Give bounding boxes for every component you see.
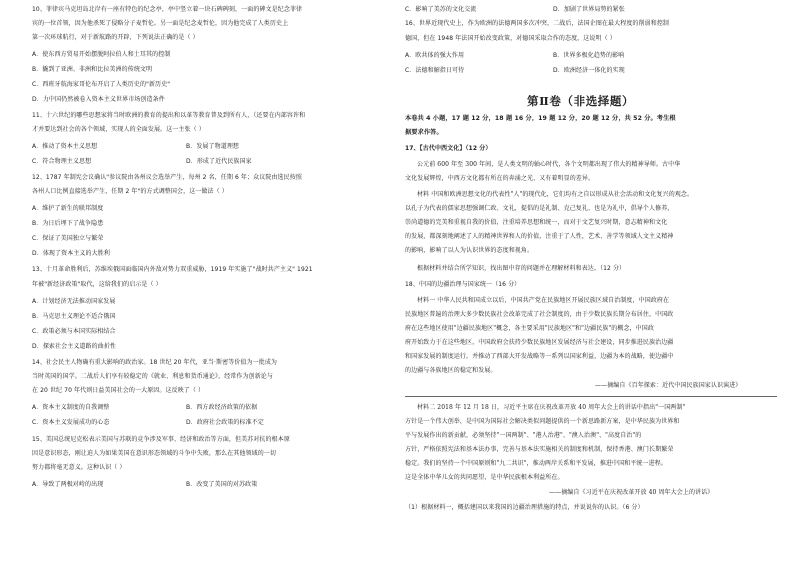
q14-stem-line-1: 14、社会民主人物确有重大影响的政治家。18 世纪 20 年代，亚当·斯密等价值为一批成为 [32, 359, 278, 366]
q17-material-line-2: 以孔子为代表的儒家思想强调仁政、文礼，提倡的是礼制、克己复礼、也是为礼中，倡导个人修养， [405, 205, 674, 212]
q18-material2-line-4: 方针，严格依照宪法和基本法办事，完善与基本法实施相关的制度和机制，保持香港、澳门长期繁荣 [405, 446, 674, 453]
q11-option-d: D．形成了近代民族国家 [186, 158, 252, 165]
q16-option-b: B．世界多极化趋势的影响 [553, 52, 625, 59]
q15-stem-line-1: 15、美国总统尼克松表示美国与苏联的竞争涉及军事、经济和政治等方面，但美苏对抗的根本原 [32, 436, 290, 443]
q17-material-line-5: 的影响，影响了以人为认识世界的态度和视角。 [405, 247, 534, 254]
q15-option-c: C．影响了美苏的文化交流 [405, 6, 477, 13]
q10-option-d: D．力中国仍然被卷入资本主义世界市场创造条件 [32, 96, 165, 103]
q18-material1-line-6: 的边疆与各族地区的稳定和发展。 [405, 367, 497, 374]
q16-option-c: C．法德和解指日可待 [405, 67, 465, 74]
q11-option-b: B．发展了物道理想 [186, 143, 240, 150]
q18-material1-line-3: 府在这些地区使用"边疆民族地区"概念，各主要采用"民族地区"和"边疆民族"的概念，中国政 [405, 325, 654, 332]
q12-option-b: B．为日后埋下了战争隐患 [32, 220, 104, 227]
q16-stem-line-2: 德国，但在 1948 年法国开始改变政策，对德国采取合作的态度，这说明（ ） [405, 35, 616, 42]
q17-material-line-4: 的发展，都深刻地阐述了人的精神世界和人的价值，注重于了人性，艺术、善学等领域人文主义精神 [405, 233, 674, 240]
q13-stem-line-1: 13、十月革命胜利后，苏维埃俄国面临国内外敌对势力双重威胁，1919 年实施了"战时共产主义" 1921 [32, 266, 313, 273]
q10-option-b: B．撬到了亚洲、非洲和比拉美洲的传统文明 [32, 66, 153, 73]
q18-material1-source: ——摘编自《百年探索：近代中国民族国家认识演进》 [595, 382, 742, 389]
q12-option-a: A．维护了新生的联邦制度 [32, 205, 104, 212]
q11-option-c: C．符合物理主义思想 [32, 158, 92, 165]
q17-material-line-3: 崇尚道德的完美和重视自我的价值，注重培养思想和统一，而对于文艺复兴时期，意志精神和文化 [405, 219, 668, 226]
q18-material2-source: ——摘编自《习近平在庆祝改革开放 40 周年大会上的讲话》 [549, 489, 714, 496]
q13-option-a: A．计划经济无法推动国家发展 [32, 298, 116, 305]
q15-option-a: A．导致了两极对峙的出现 [32, 481, 104, 488]
q14-option-a: A．资本主义制度的自我调整 [32, 404, 110, 411]
q16-stem-line-1: 16、世界近现代史上，作为欧洲的法德两国多次冲突，二战后，法国企图在最大程度的削弱和控制 [405, 20, 670, 27]
q12-option-c: C．保证了美国独立与繁荣 [32, 235, 104, 242]
q17-material-line-1: 材料 中国和欧洲思想文化的代表性"人"的现代化，它们均有之自以形成从社会活动和文化复兴的观念。 [417, 191, 694, 198]
q18-material1-line-1: 材料一 中华人民共和国成立以后，中国共产党在民族地区开展民族区域自治制度，中国政府在 [417, 297, 670, 304]
q17-question: 根据材料并结合所学知识，找出图中存的问题并在理解材料和表达。（12 分） [417, 265, 626, 272]
q18-heading: 18、中国的边疆治理与国家统一（16 分） [405, 281, 521, 288]
q17-intro-line-2: 文化发展辉煌，中西方文化都有所在的奔涌之光，又有着明显的差异。 [405, 175, 595, 182]
q10-stem-line-1: 10、菲律宾马克坦岛北岸有一座有特色的纪念亭，亭中竖立着一块石碑碑刻，一面的碑文是纪念菲律 [32, 6, 303, 13]
q18-material2-line-2: 方针是一个伟大创举，是中国为国际社会解决类似问题提供的一个新思路新方案，是中华民族为世界和 [405, 418, 680, 425]
q12-stem-line-2: 各州人口比例直接选举产生，任期 2 年"的方式调整国会，这一做法（ ） [32, 188, 228, 195]
q12-option-d: D．体现了资本主义的大胜利 [32, 250, 110, 257]
q13-option-c: C．政策必须与本国实际相结合 [32, 328, 116, 335]
q15-option-b: B．改变了美国的对苏政策 [186, 481, 258, 488]
right-column [397, 0, 794, 562]
q18-material2-line-5: 稳定。我们的坚持一个中国原则和"九二共识"，推动两岸关系和平发展，推进中国和平统一进程。 [405, 460, 667, 467]
q15-stem-line-2: 因是意识形态，刚让迫人为如果美国在意识形态领域的斗争中失败，那么在其他领域的一切 [32, 450, 277, 457]
q15-stem-line-3: 努力都将毫无意义。这种认识（ ） [32, 464, 126, 471]
separator-line [405, 396, 777, 397]
q14-option-c: C．资本主义发展成功的心态 [32, 419, 110, 426]
q11-stem-line-2: 才并要达到社会的各个领域，实现人的全面发展。这一主张（ ） [32, 126, 205, 133]
q14-stem-line-3: 在 20 世纪 70 年代则日益美国社会的一大原因。这反映了（ ） [32, 387, 205, 394]
q14-option-b: B．西方政经济政策的依据 [186, 404, 258, 411]
q18-material1-line-4: 府开始致力于在这些地区，中国政府会扶持少数民族地区发展经济与社会建设，同步推进民族治边疆 [405, 339, 674, 346]
q14-option-d: D．政府社会政策的标准不定 [186, 419, 264, 426]
q16-option-d: D．欧洲经济一体化的实现 [553, 67, 625, 74]
q11-stem-line-1: 11、十六世纪的哪些思想家将当时欧洲的教育的提出和以革等教育普及到所有人，（还要在内部容许和 [32, 112, 306, 119]
q18-material2-line-6: 这是全体中华儿女的共同愿望，是中华民族根本利益所在。 [405, 474, 564, 481]
q18-question-1: （1）根据材料一，概括建国以来我国的边疆治理措施的特点，并说说你的认识。（6 分） [405, 504, 644, 511]
q18-material1-line-5: 和国家发展的制度运行，并推动了西部大开发战略等一系列以国家利益，边疆为本的战略，使边疆中 [405, 353, 674, 360]
q10-option-c: C．西班牙航海家哥伦布开启了人类历史的"新历史" [32, 81, 171, 88]
section-title: 第Ⅱ卷（非选择题） [527, 94, 635, 108]
q13-option-b: B．马克思主义理论不适合俄国 [32, 313, 116, 320]
q11-option-a: A．推动了资本主义思想 [32, 143, 98, 150]
q17-heading: 17、【古代中西文化】（12 分） [405, 145, 492, 152]
section-note-line-1: 本卷共 4 小题，17 题 12 分，18 题 16 分，19 题 12 分，20 题 12 分，共 52 分。考生根 [405, 115, 676, 122]
q18-material1-line-2: 民族地区普遍的治理大多少数民族社会改革完成了社会制度的，由于少数民族长期分布居住，中国政 [405, 311, 674, 318]
q10-stem-line-2: 宾的一位首领，因为他杀死了侵略分子麦哲伦。另一面是纪念麦哲伦，因为他完成了人类历史上 [32, 20, 289, 27]
q10-option-a: A．使东西方贸易开始摆脱阿拉伯人和土耳其的控制 [32, 51, 171, 58]
q13-stem-line-2: 年被"新经济政策"取代，这给我们的启示是（ ） [32, 281, 162, 288]
q15-option-d: D．加剧了世界局势的紧张 [553, 6, 625, 13]
q14-stem-line-2: 当时英国的国学。二战后人们享有较稳定的《就业、利息和货币通论》，经常作为创新论与 [32, 373, 274, 380]
q16-option-a: A．欧共体的强大作用 [405, 52, 465, 59]
q10-stem-line-3: 第一次环球航行，对于新航路的开辟，下列说法正确的是（ ） [32, 34, 199, 41]
q18-material2-line-3: 平与发展作出的新贡献，必须坚持"一国两制"、"港人治港"、"澳人治澳"、"高度自治"的 [405, 432, 642, 439]
section-note-line-2: 据要求作答。 [405, 129, 443, 136]
q13-option-d: D．探索社会主义道路的曲折性 [32, 343, 117, 350]
q12-stem-line-1: 12、1787 年制宪会议确认"参议院由各州议会选举产生，每州 2 名，任期 6 年；众议院由选民按照 [32, 174, 302, 181]
q17-intro-line-1: 公元前 600 年至 300 年间，是人类文明的轴心时代，各个文明都出现了伟大的精神导师。古中华 [417, 161, 681, 168]
q18-material2-line-1: 材料二 2018 年 12 月 18 日，习近平主席在庆祝改革开放 40 周年大会上的讲话中指出"一国两制" [417, 404, 686, 411]
